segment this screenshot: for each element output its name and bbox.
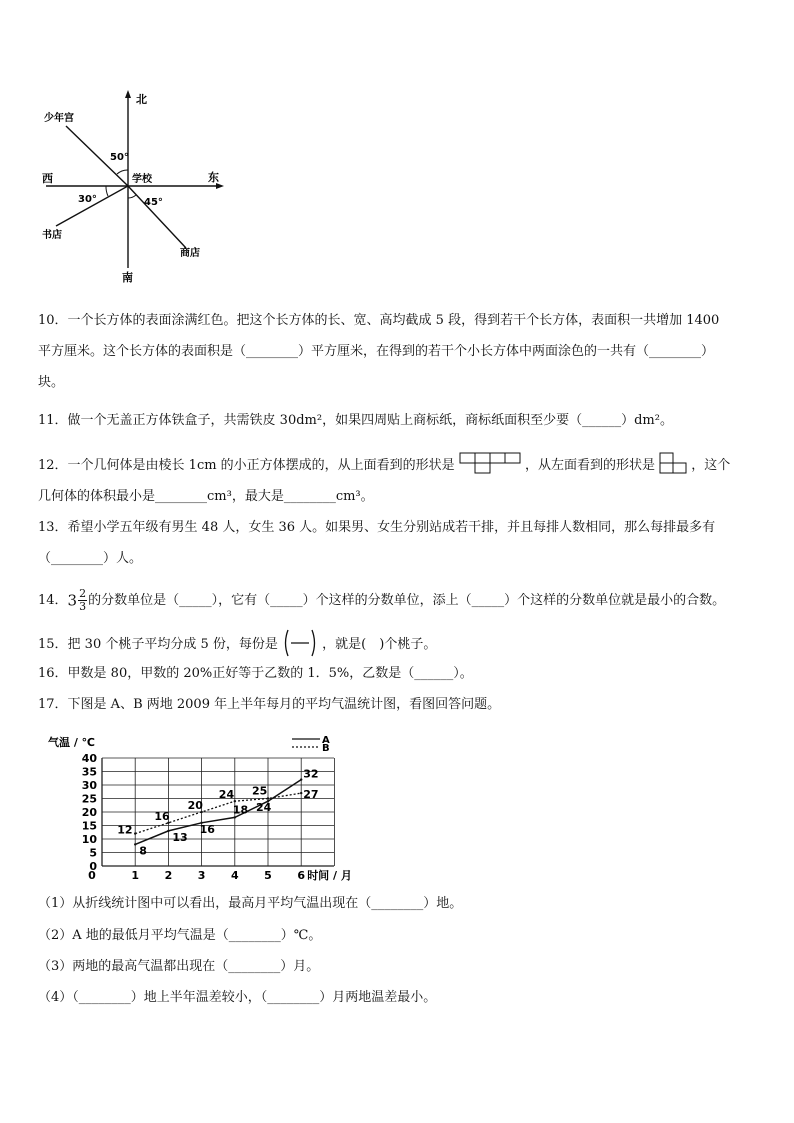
data-label-B: 12: [117, 823, 133, 837]
question-17-3: （3）两地的最高气温都出现在（________）月。: [38, 959, 320, 974]
question-12-part-c: ，这个: [691, 458, 731, 473]
y-tick-label: 0: [89, 860, 97, 873]
data-point-A: [134, 843, 136, 845]
y-tick-label: 5: [89, 846, 97, 860]
data-label-B: 27: [303, 788, 319, 802]
x-tick-label: 1: [131, 869, 140, 882]
angle-30-label: 30°: [78, 194, 97, 205]
shop-label: 商店: [180, 248, 200, 259]
y-tick-label: 10: [81, 833, 97, 846]
question-14-rest: 的分数单位是（_____），它有（_____）个这样的分数单位，添上（_____）个这样的分数单位就是最小的合数。: [88, 593, 726, 608]
y-tick-label: 35: [81, 765, 97, 779]
data-point-B: [267, 797, 269, 799]
x-tick-label: 3: [197, 869, 206, 882]
question-12-line-1: [38, 452, 730, 475]
x-axis-title: 时间 / 月: [307, 869, 352, 882]
data-point-A: [234, 816, 236, 818]
mixed-number: [68, 588, 89, 613]
question-17-1: （1）从折线统计图中可以看出，最高月平均气温出现在（________）地。: [38, 896, 463, 911]
data-label-A: 24: [256, 801, 272, 815]
data-label-B: 25: [252, 784, 268, 798]
data-label-A: 32: [303, 767, 319, 781]
y-tick-label: 40: [81, 752, 97, 765]
data-point-A: [167, 830, 169, 832]
question-12-line-2: 几何体的体积最小是________cm³，最大是________cm³。: [38, 489, 374, 504]
question-15-part-b: ，就是( )个桃子。: [322, 637, 437, 652]
data-label-A: 8: [139, 844, 147, 858]
data-point-B: [300, 792, 302, 794]
legend-label-B: B: [322, 743, 330, 754]
data-label-A: 18: [232, 803, 249, 817]
temperature-line-chart: [36, 732, 352, 882]
left-view-shape-icon: [659, 452, 687, 474]
question-12-part-a: 12．一个几何体是由棱长 1cm 的小正方体摆成的，从上面看到的形状是: [38, 458, 455, 473]
north-label: 北: [136, 93, 147, 106]
question-12-part-b: ，从左面看到的形状是: [524, 458, 655, 473]
question-14: [38, 588, 725, 613]
x-tick-label: 6: [297, 869, 306, 882]
mixed-number-fraction: [78, 588, 87, 613]
question-10-line-1: 10．一个长方体的表面涂满红色。把这个长方体的长、宽、高均截成 5 段，得到若干个长方体，表面积一共增加 1400: [38, 313, 720, 328]
compass-diagram: [36, 88, 236, 288]
x-tick-label: 4: [230, 869, 239, 882]
y-tick-label: 30: [81, 779, 97, 792]
south-label: 南: [122, 271, 133, 284]
question-15: [38, 628, 436, 658]
mixed-number-whole: 3: [67, 591, 78, 610]
question-11: 11．做一个无盖正方体铁盒子，共需铁皮 30dm²，如果四周贴上商标纸，商标纸面积至少要（______）dm²。: [38, 413, 673, 428]
question-17-2: （2）A 地的最低月平均气温是（________）℃。: [38, 928, 322, 943]
question-16: 16．甲数是 80，甲数的 20%正好等于乙数的 1．5%，乙数是（______）。: [38, 666, 473, 681]
question-15-part-a: 15．把 30 个桃子平均分成 5 份，每份是: [38, 637, 278, 652]
top-view-shape-icon: [459, 452, 521, 474]
x-tick-label: 0: [88, 869, 96, 882]
y-axis-title: 气温 / ℃: [48, 736, 95, 749]
data-point-A: [300, 778, 302, 780]
question-17-4: （4）（________）地上半年温差较小，（________）月两地温差最小。: [38, 990, 437, 1005]
y-tick-label: 25: [81, 792, 97, 806]
y-tick-label: 20: [81, 806, 97, 819]
question-14-prefix: 14．: [38, 593, 68, 608]
data-label-A: 13: [172, 830, 188, 844]
data-point-B: [134, 832, 136, 834]
fraction-denominator: 3: [79, 600, 87, 613]
question-10-line-2: 平方厘米。这个长方体的表面积是（________）平方厘米，在得到的若干个小长方体中两面涂色的一共有（________）: [38, 344, 715, 359]
school-label: 学校: [132, 174, 152, 185]
youth-palace-label: 少年宫: [44, 113, 74, 124]
question-13-line-1: 13．希望小学五年级有男生 48 人，女生 36 人。如果男、女生分别站成若干排，并且每排人数相同，那么每排最多有: [38, 520, 716, 535]
east-label: 东: [208, 171, 219, 184]
data-label-A: 16: [199, 822, 215, 836]
bookstore-label: 书店: [42, 230, 62, 241]
fraction-numerator: 2: [79, 587, 87, 600]
x-tick-label: 5: [264, 869, 272, 882]
question-17: 17．下图是 A、B 两地 2009 年上半年每月的平均气温统计图，看图回答问题。: [38, 697, 501, 712]
fraction-blank-icon: [282, 628, 318, 658]
x-tick-label: 2: [164, 869, 173, 882]
y-tick-label: 15: [81, 819, 97, 833]
data-label-B: 20: [187, 799, 203, 812]
angle-45-label: 45°: [144, 197, 163, 208]
question-10-line-3: 块。: [38, 375, 65, 390]
data-label-B: 16: [154, 809, 170, 823]
angle-50-label: 50°: [110, 152, 129, 163]
data-label-B: 24: [218, 788, 235, 802]
legend-label-A: A: [322, 735, 330, 746]
west-label: 西: [42, 172, 53, 185]
question-13-line-2: （________）人。: [38, 551, 143, 566]
